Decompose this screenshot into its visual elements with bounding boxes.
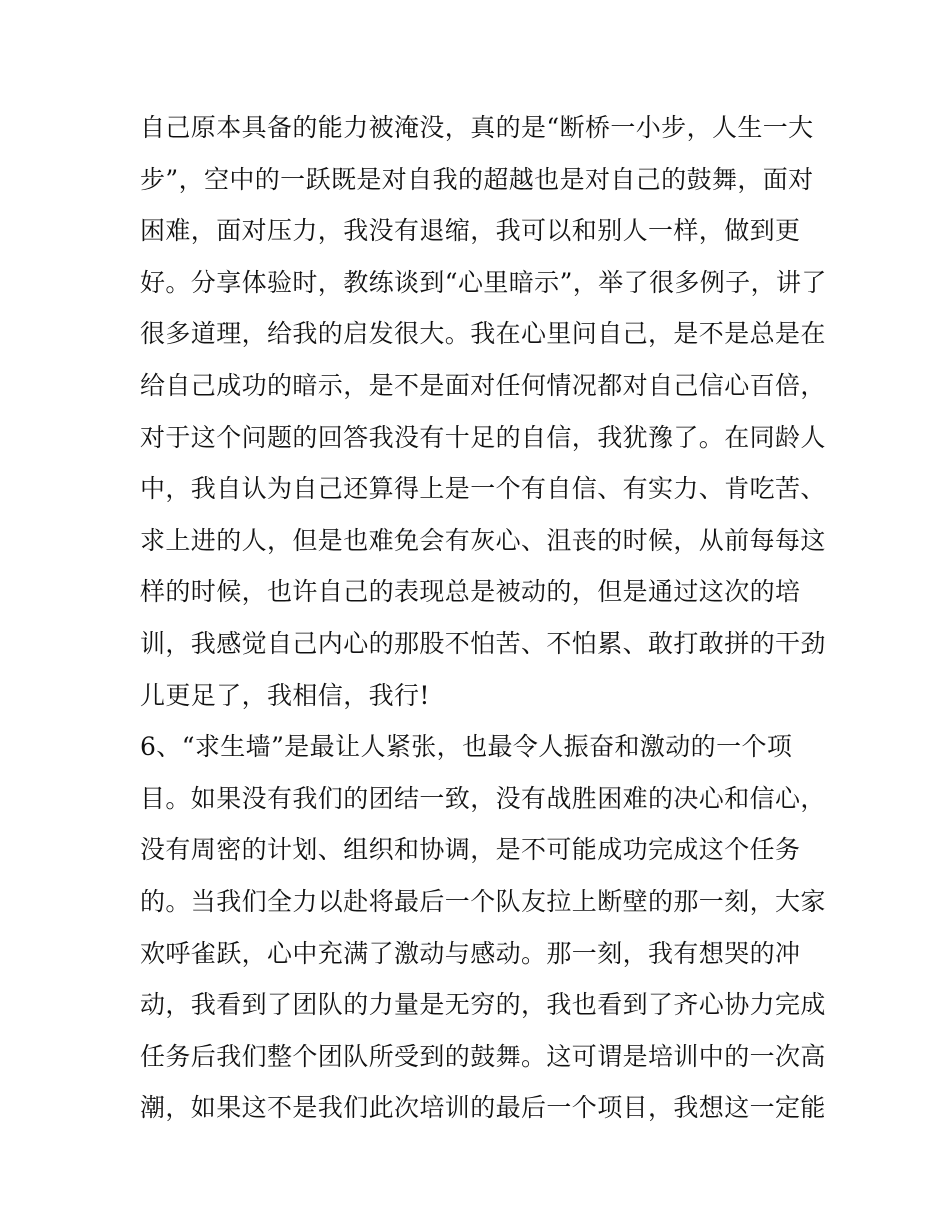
text-line: 训，我感觉自己内心的那股不怕苦、不怕累、敢打敢拼的干劲 [140,628,826,658]
text-line: 对于这个问题的回答我没有十足的自信，我犹豫了。在同龄人 [140,422,826,452]
text-line: 儿更足了，我相信，我行! [140,680,430,710]
text-line: 动，我看到了团队的力量是无穷的，我也看到了齐心协力完成 [140,990,826,1020]
text-line: 中，我自认为自己还算得上是一个有自信、有实力、肯吃苦、 [140,474,826,504]
text-line: 求上进的人，但是也难免会有灰心、沮丧的时候，从前每每这 [140,525,826,555]
text-line: 自己原本具备的能力被淹没，真的是“断桥一小步，人生一大 [140,113,814,142]
text-line: 任务后我们整个团队所受到的鼓舞。这可谓是培训中的一次高 [140,1041,826,1071]
text-line: 很多道理，给我的启发很大。我在心里问自己，是不是总是在 [140,319,826,349]
body-text [140,102,830,1134]
text-line: 困难，面对压力，我没有退缩，我可以和别人一样，做到更 [140,216,801,246]
text-line: 目。如果没有我们的团结一致，没有战胜困难的决心和信心， [140,783,826,813]
text-line: 好。分享体验时，教练谈到“心里暗示”，举了很多例子，讲了 [140,267,827,297]
text-line: 6、“求生墙”是最让人紧张，也最令人振奋和激动的一个项 [140,732,793,762]
text-line: 给自己成功的暗示，是不是面对任何情况都对自己信心百倍， [140,370,826,400]
text-line: 欢呼雀跃，心中充满了激动与感动。那一刻，我有想哭的冲 [140,938,801,968]
text-line: 的。当我们全力以赴将最后一个队友拉上断壁的那一刻，大家 [140,886,826,916]
text-line: 样的时候，也许自己的表现总是被动的，但是通过这次的培 [140,577,801,607]
text-line: 步”，空中的一跃既是对自我的超越也是对自己的鼓舞，面对 [140,164,814,194]
text-line: 潮，如果这不是我们此次培训的最后一个项目，我想这一定能 [140,1093,826,1123]
text-line: 没有周密的计划、组织和协调，是不可能成功完成这个任务 [140,835,801,865]
